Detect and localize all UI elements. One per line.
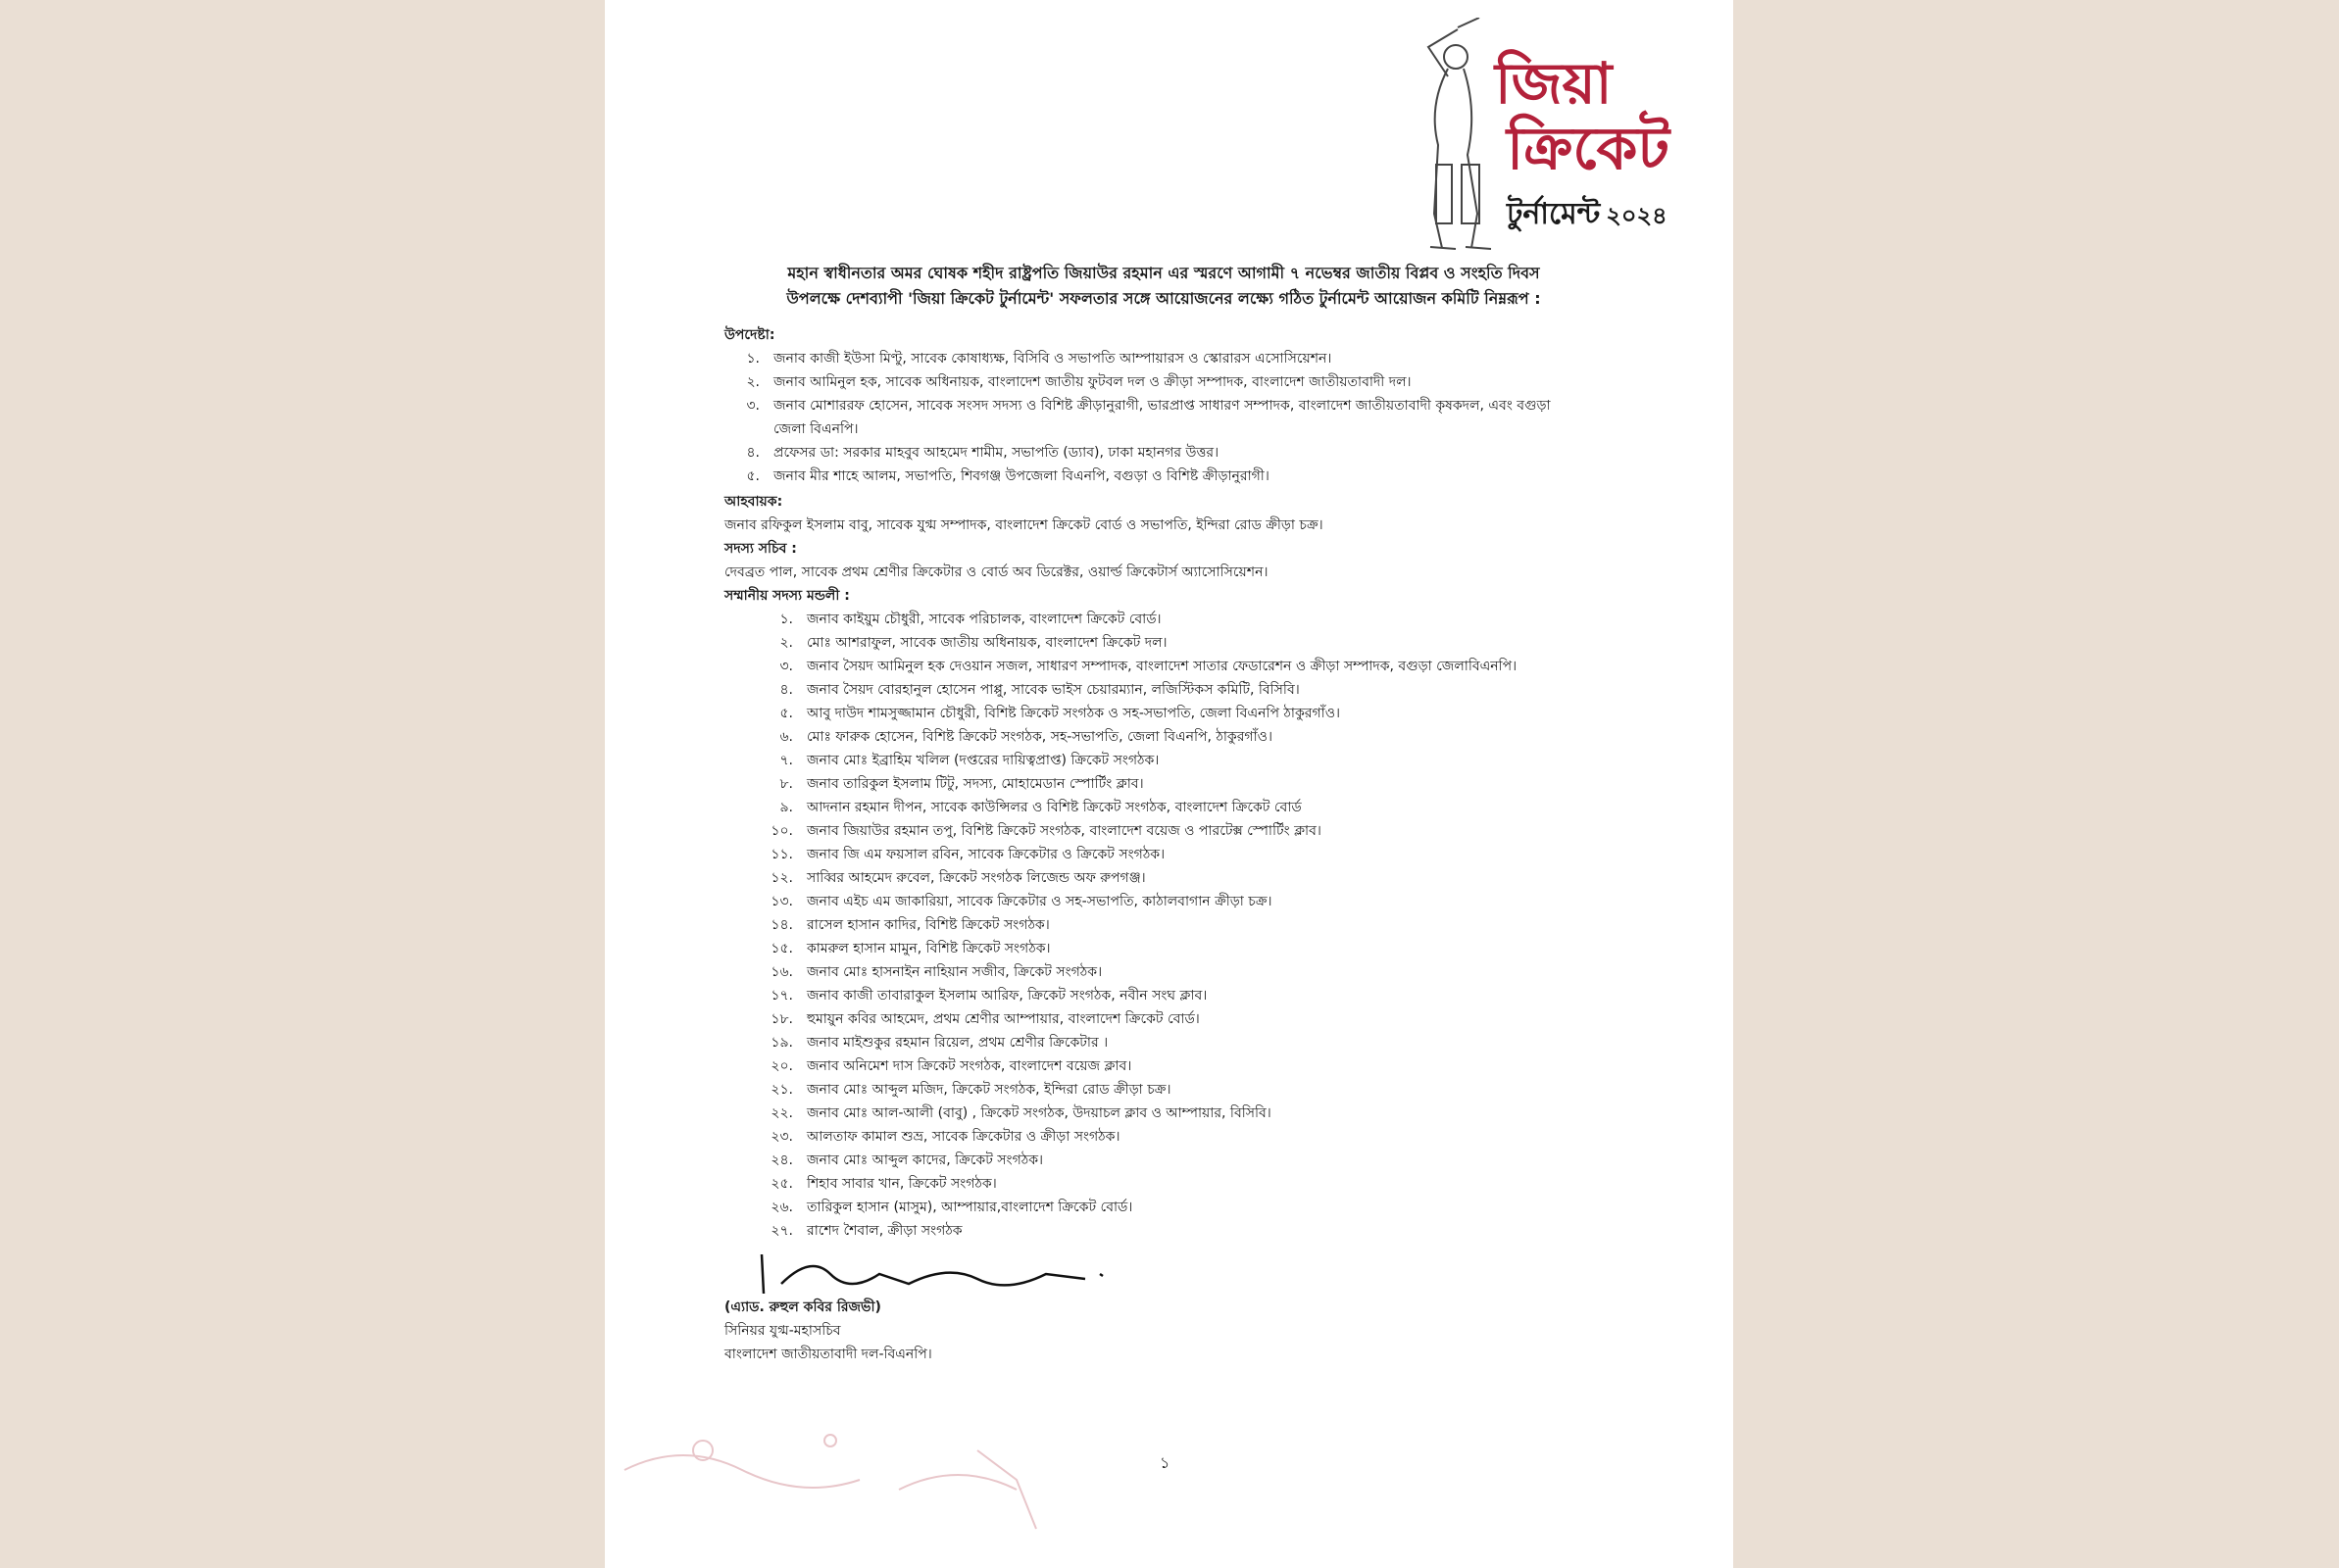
list-item-number: ১৬. [771,964,793,980]
list-item [724,796,1611,819]
list-item-number: ১০. [771,823,793,839]
list-item-text: রাশেদ শৈবাল, ক্রীড়া সংগঠক [807,1223,963,1239]
list-item-text: জনাব মোঃ ইব্রাহিম খলিল (দপ্তরের দায়িত্বপ্রাপ্ত) ক্রিকেট সংগঠক। [807,753,1160,768]
list-item-text: জনাব তারিকুল ইসলাম টিটু, সদস্য, মোহামেডান স্পোর্টিং ক্লাব। [807,776,1144,792]
list-item-text: জনাব মোঃ আল-আলী (বাবু) , ক্রিকেট সংগঠক, উদয়াচল ক্লাব ও আম্পায়ার, বিসিবি। [807,1105,1271,1121]
list-item-text: জনাব জি এম ফয়সাল রবিন, সাবেক ক্রিকেটার ও ক্রিকেট সংগঠক। [807,847,1166,862]
signatory-block [724,1296,932,1366]
list-item-number: ২. [779,635,793,651]
list-item-text: জনাব অনিমেশ দাস ক্রিকেট সংগঠক, বাংলাদেশ বয়েজ ক্লাব। [807,1058,1132,1074]
list-item [724,1196,1611,1219]
logo-word-cricket: ক্রিকেট [1507,115,1670,183]
list-item-text: আবু দাউদ শামসুজ্জামান চৌধুরী, বিশিষ্ট ক্রিকেট সংগঠক ও সহ-সভাপতি, জেলা বিএনপি ঠাকুরগাঁও। [807,706,1341,721]
logo-word-tournament: টুর্নামেন্ট ২০২৪ [1507,197,1667,231]
list-item-number: ২৭. [771,1223,793,1239]
logo-year: ২০২৪ [1606,202,1667,229]
list-item [724,631,1611,655]
convenor-text: জনাব রফিকুল ইসলাম বাবু, সাবেক যুগ্ম সম্পাদক, বাংলাদেশ ক্রিকেট বোর্ড ও সভাপতি, ইন্দিরা রোড ক্রীড়া চক্র। [724,517,1323,533]
list-item-number: ২৩. [771,1129,793,1145]
signatory-name: (এ্যাড. রুহুল কবির রিজভী) [724,1299,881,1315]
list-item-number: ১৩. [771,894,793,909]
list-item-text: জনাব সৈয়দ বোরহানুল হোসেন পাপ্পু, সাবেক ভাইস চেয়ারম্যান, লজিস্টিকস কমিটি, বিসিবি। [807,682,1300,698]
list-item-text: প্রফেসর ডা: সরকার মাহবুব আহমেদ শামীম, সভাপতি (ড্যাব), ঢাকা মহানগর উত্তর। [773,445,1219,461]
list-item-text: শিহাব সাবার খান, ক্রিকেট সংগঠক। [807,1176,997,1192]
list-item [724,819,1611,843]
secretary-title: সদস্য সচিব : [724,541,797,557]
list-item [724,843,1611,866]
list-item-number: ২৬. [771,1200,793,1215]
list-item-text: জনাব মোঃ হাসনাইন নাহিয়ান সজীব, ক্রিকেট সংগঠক। [807,964,1103,980]
list-item-number: ১৮. [771,1011,793,1027]
list-item [724,702,1611,725]
list-item-number: ৯. [779,800,793,815]
list-item-number: ২০. [771,1058,793,1074]
list-item-number: ২১. [771,1082,793,1098]
list-item-number: ১. [746,351,760,367]
list-item [724,1219,1611,1243]
convenor-section [724,490,1323,537]
list-item-text: জনাব এইচ এম জাকারিয়া, সাবেক ক্রিকেটার ও সহ-সভাপতি, কাঠালবাগান ক্রীড়া চক্র। [807,894,1272,909]
list-item [724,1078,1611,1102]
list-item-text: আদনান রহমান দীপন, সাবেক কাউন্সিলর ও বিশিষ্ট ক্রিকেট সংগঠক, বাংলাদেশ ক্রিকেট বোর্ড [807,800,1302,815]
list-item-text: কামরুল হাসান মামুন, বিশিষ্ট ক্রিকেট সংগঠক। [807,941,1051,956]
document-heading: মহান স্বাধীনতার অমর ঘোষক শহীদ রাষ্ট্রপতি জিয়াউর রহমান এর স্মরণে আগামী ৭ নভেম্বর জাতীয় বিপ্লব ও সংহতি দিবস উপলক্ষে দেশব্যাপী 'জিয়া ক্রিকেট টুর্নামেন্ট' সফলতার সঙ্গে আয়োজনের লক্ষ্যে গঠিত টুর্নামেন্ট আয়োজন কমিটি নিম্নরূপ : [786,264,1541,308]
signatory-party: বাংলাদেশ জাতীয়তাবাদী দল-বিএনপি। [724,1347,932,1362]
list-item [724,1102,1611,1125]
list-item [724,441,1577,465]
list-item [724,1007,1611,1031]
list-item-number: ১৭. [771,988,793,1004]
list-item-number: ৮. [779,776,793,792]
list-item [724,1172,1611,1196]
page-number: ১ [1160,1453,1170,1472]
list-item-number: ৬. [779,729,793,745]
list-item-text: মোঃ আশরাফুল, সাবেক জাতীয় অধিনায়ক, বাংলাদেশ ক্রিকেট দল। [807,635,1168,651]
list-item-number: ৩. [746,398,760,414]
list-item-text: জনাব কাইয়ুম চৌধুরী, সাবেক পরিচালক, বাংলাদেশ ক্রিকেট বোর্ড। [807,612,1162,627]
list-item-number: ১১. [771,847,793,862]
list-item-number: ১২. [771,870,793,886]
list-item [724,394,1577,441]
convenor-title: আহবায়ক: [724,494,783,510]
document-page [605,0,1733,1568]
list-item [724,960,1611,984]
secretary-text: দেবব্রত পাল, সাবেক প্রথম শ্রেণীর ক্রিকেটার ও বোর্ড অব ডিরেক্টর, ওয়ার্ল্ড ক্রিকেটার্স অ্যাসোসিয়েশন। [724,564,1269,580]
list-item [724,347,1577,370]
list-item [724,1031,1611,1054]
list-item [724,1125,1611,1149]
list-item [724,866,1611,890]
list-item [724,890,1611,913]
list-item-number: ৪. [746,445,760,461]
footer-watermark-icon [605,1411,1733,1568]
members-title: সম্মানীয় সদস্য মন্ডলী : [724,588,850,604]
list-item-text: জনাব মাইশুকুর রহমান রিয়েল, প্রথম শ্রেণীর ক্রিকেটার । [807,1035,1109,1051]
list-item [724,1054,1611,1078]
list-item-number: ১৪. [771,917,793,933]
list-item-number: ৫. [746,468,760,484]
logo-word-zia: জিয়া [1495,50,1613,117]
list-item-text: জনাব মীর শাহে আলম, সভাপতি, শিবগঞ্জ উপজেলা বিএনপি, বগুড়া ও বিশিষ্ট ক্রীড়ানুরাগী। [773,468,1269,484]
list-item-number: ১৫. [771,941,793,956]
list-item [724,1149,1611,1172]
members-section [724,584,1611,1243]
list-item [724,913,1611,937]
list-item-number: ৭. [779,753,793,768]
members-list [724,608,1611,1243]
list-item-number: ৫. [779,706,793,721]
advisors-list [724,347,1577,488]
advisors-title: উপদেষ্টা: [724,327,775,343]
secretary-section [724,537,1268,584]
list-item-text: জনাব কাজী তাবারাকুল ইসলাম আরিফ, ক্রিকেট সংগঠক, নবীন সংঘ ক্লাব। [807,988,1208,1004]
list-item-text: আলতাফ কামাল শুভ্র, সাবেক ক্রিকেটার ও ক্রীড়া সংগঠক। [807,1129,1120,1145]
list-item-text: সাব্বির আহমেদ রুবেল, ক্রিকেট সংগঠক লিজেন্ড অফ রুপগঞ্জ। [807,870,1146,886]
list-item-text: জনাব সৈয়দ আমিনুল হক দেওয়ান সজল, সাধারণ সম্পাদক, বাংলাদেশ সাতার ফেডারেশন ও ক্রীড়া সম্পাদক, বগুড়া জেলাবিএনপি। [807,659,1518,674]
list-item [724,655,1611,678]
list-item-text: হুমায়ুন কবির আহমেদ, প্রথম শ্রেণীর আম্পায়ার, বাংলাদেশ ক্রিকেট বোর্ড। [807,1011,1200,1027]
list-item [724,984,1611,1007]
list-item-text: জনাব কাজী ইউসা মিণ্টু, সাবেক কোষাধ্যক্ষ, বিসিবি ও সভাপতি আম্পায়ারস ও স্কোরারস এসোসিয়েশন। [773,351,1332,367]
advisors-section [724,323,1577,488]
list-item [724,937,1611,960]
list-item [724,749,1611,772]
list-item-text: জনাব মোঃ আব্দুল কাদের, ক্রিকেট সংগঠক। [807,1152,1044,1168]
list-item-text: মোঃ ফারুক হোসেন, বিশিষ্ট ক্রিকেট সংগঠক, সহ-সভাপতি, জেলা বিএনপি, ঠাকুরগাঁও। [807,729,1272,745]
list-item-text: জনাব মোঃ আব্দুল মজিদ, ক্রিকেট সংগঠক, ইন্দিরা রোড ক্রীড়া চক্র। [807,1082,1171,1098]
signatory-designation: সিনিয়র যুগ্ম-মহাসচিব [724,1323,841,1339]
list-item-number: ১. [779,612,793,627]
list-item-text: জনাব জিয়াউর রহমান তপু, বিশিষ্ট ক্রিকেট সংগঠক, বাংলাদেশ বয়েজ ও পারটেক্স স্পোর্টিং ক্লাব। [807,823,1321,839]
list-item-number: ২২. [771,1105,793,1121]
list-item-text: রাসেল হাসান কাদির, বিশিষ্ট ক্রিকেট সংগঠক। [807,917,1050,933]
signature-icon [752,1245,1164,1303]
list-item-text: জনাব আমিনুল হক, সাবেক অধিনায়ক, বাংলাদেশ জাতীয় ফুটবল দল ও ক্রীড়া সম্পাদক, বাংলাদেশ জাতীয়তাবাদী দল। [773,374,1412,390]
list-item-number: ৪. [779,682,793,698]
list-item [724,772,1611,796]
list-item [724,608,1611,631]
list-item [724,370,1577,394]
list-item-number: ২৪. [771,1152,793,1168]
list-item-number: ১৯. [771,1035,793,1051]
list-item [724,725,1611,749]
list-item [724,678,1611,702]
list-item [724,465,1577,488]
list-item-number: ২৫. [771,1176,793,1192]
list-item-text: তারিকুল হাসান (মাসুম), আম্পায়ার,বাংলাদেশ ক্রিকেট বোর্ড। [807,1200,1133,1215]
tournament-logo [1409,18,1732,253]
list-item-text: জনাব মোশাররফ হোসেন, সাবেক সংসদ সদস্য ও বিশিষ্ট ক্রীড়ানুরাগী, ভারপ্রাপ্ত সাধারণ সম্পাদক, বাংলাদেশ জাতীয়তাবাদী কৃষকদল, এবং বগুড়া জেলা বিএনপি। [773,398,1551,437]
list-item-number: ২. [746,374,760,390]
list-item-number: ৩. [779,659,793,674]
